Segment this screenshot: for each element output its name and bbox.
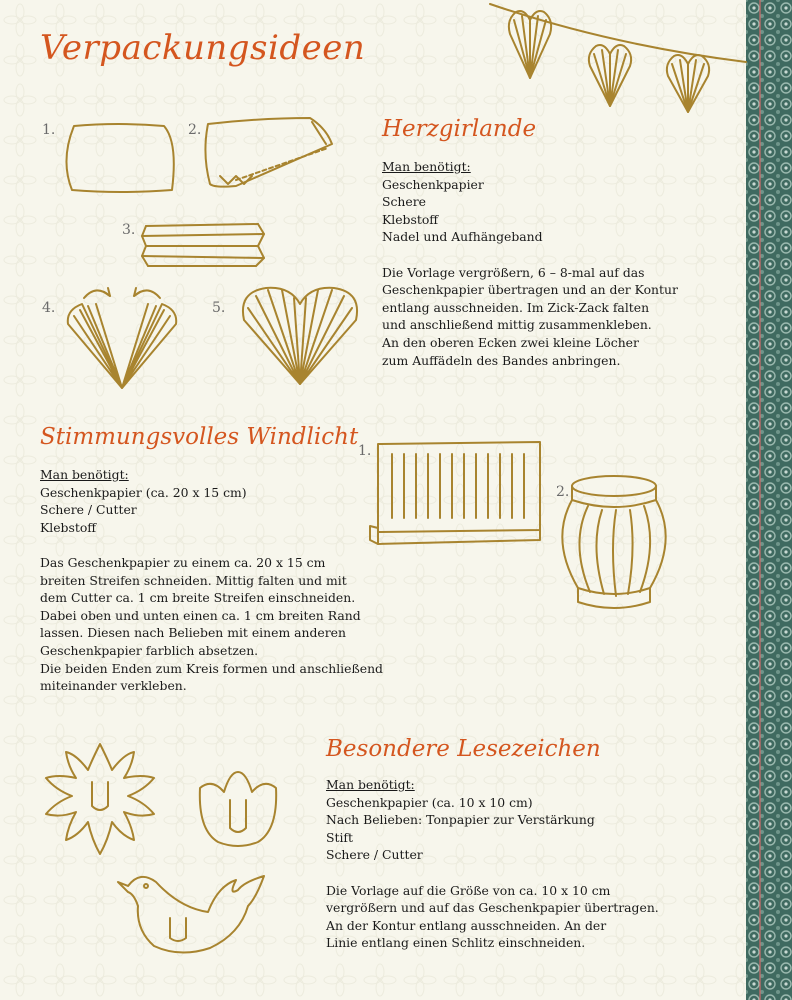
instruction-line: Geschenkpapier farblich absetzen.	[40, 642, 259, 658]
slit-paper-icon	[366, 436, 546, 556]
material-item: Stift	[326, 829, 353, 845]
folded-paper-icon	[200, 114, 340, 204]
material-item: Schere / Cutter	[40, 502, 137, 518]
instruction-line: Dabei oben und unten einen ca. 1 cm breiten Rand	[40, 607, 361, 623]
instruction-line: zum Auffädeln des Bandes anbringen.	[382, 352, 621, 368]
instruction-line: Geschenkpapier übertragen und an der Kontur	[382, 282, 678, 298]
needs-label: Man benötigt:	[326, 777, 415, 792]
material-item: Klebstoff	[382, 211, 439, 227]
paper-oval-icon	[60, 120, 180, 200]
instruction-line: breiten Streifen schneiden. Mittig falten und mit	[40, 572, 347, 588]
instruction-line: Linie entlang einen Schlitz einschneiden.	[326, 935, 586, 951]
step-number: 1.	[358, 443, 372, 459]
instruction-line: miteinander verkleben.	[40, 678, 187, 694]
instruction-line: und anschließend mittig zusammenkleben.	[382, 317, 652, 333]
instruction-line: Die beiden Enden zum Kreis formen und anschließend	[40, 660, 383, 676]
pleated-strip-icon	[140, 218, 270, 272]
heart-fan-icon	[236, 280, 366, 390]
step-number: 2.	[556, 484, 570, 500]
decorative-side-stripe	[746, 0, 792, 1000]
material-item: Geschenkpapier (ca. 10 x 10 cm)	[326, 794, 533, 810]
material-item: Nach Belieben: Tonpapier zur Verstärkung	[326, 812, 595, 828]
heart-garland-illustration	[490, 0, 750, 115]
needs-label: Man benötigt:	[382, 159, 471, 174]
instruction-line: dem Cutter ca. 1 cm breite Streifen einschneiden.	[40, 590, 356, 606]
tulip-bookmark-icon	[196, 770, 280, 850]
paper-lantern-icon	[548, 470, 678, 620]
instruction-line: An den oberen Ecken zwei kleine Löcher	[382, 334, 639, 350]
heart-garland-text	[382, 158, 678, 369]
instruction-line: entlang ausschneiden. Im Zick-Zack falten	[382, 299, 650, 315]
step-number: 4.	[42, 300, 56, 316]
instruction-line: Die Vorlage auf die Größe von ca. 10 x 10 cm	[326, 882, 611, 898]
flower-bookmark-icon	[40, 740, 160, 860]
page-title: Verpackungsideen	[40, 28, 366, 68]
lantern-text	[40, 466, 383, 695]
section-title-bookmark: Besondere Lesezeichen	[326, 736, 601, 762]
instruction-line: vergrößern und auf das Geschenkpapier übertragen.	[326, 900, 659, 916]
step-number: 5.	[212, 300, 226, 316]
open-fan-icon	[58, 284, 188, 394]
needs-label: Man benötigt:	[40, 467, 129, 482]
instruction-line: Das Geschenkpapier zu einem ca. 20 x 15 cm	[40, 554, 326, 570]
material-item: Klebstoff	[40, 519, 97, 535]
step-number: 2.	[188, 122, 202, 138]
bookmark-text	[326, 776, 659, 952]
instruction-line: Die Vorlage vergrößern, 6 – 8-mal auf das	[382, 264, 645, 280]
instruction-line: An der Kontur entlang ausschneiden. An der	[326, 917, 607, 933]
section-title-lantern: Stimmungsvolles Windlicht	[40, 424, 359, 450]
material-item: Schere	[382, 194, 426, 210]
material-item: Geschenkpapier (ca. 20 x 15 cm)	[40, 484, 247, 500]
section-title-heart-garland: Herzgirlande	[382, 116, 537, 142]
material-item: Schere / Cutter	[326, 847, 423, 863]
step-number: 1.	[42, 122, 56, 138]
material-item: Geschenkpapier	[382, 176, 484, 192]
step-number: 3.	[122, 222, 136, 238]
material-item: Nadel und Aufhängeband	[382, 229, 543, 245]
instruction-line: lassen. Diesen nach Belieben mit einem anderen	[40, 625, 346, 641]
bird-bookmark-icon	[114, 868, 274, 968]
